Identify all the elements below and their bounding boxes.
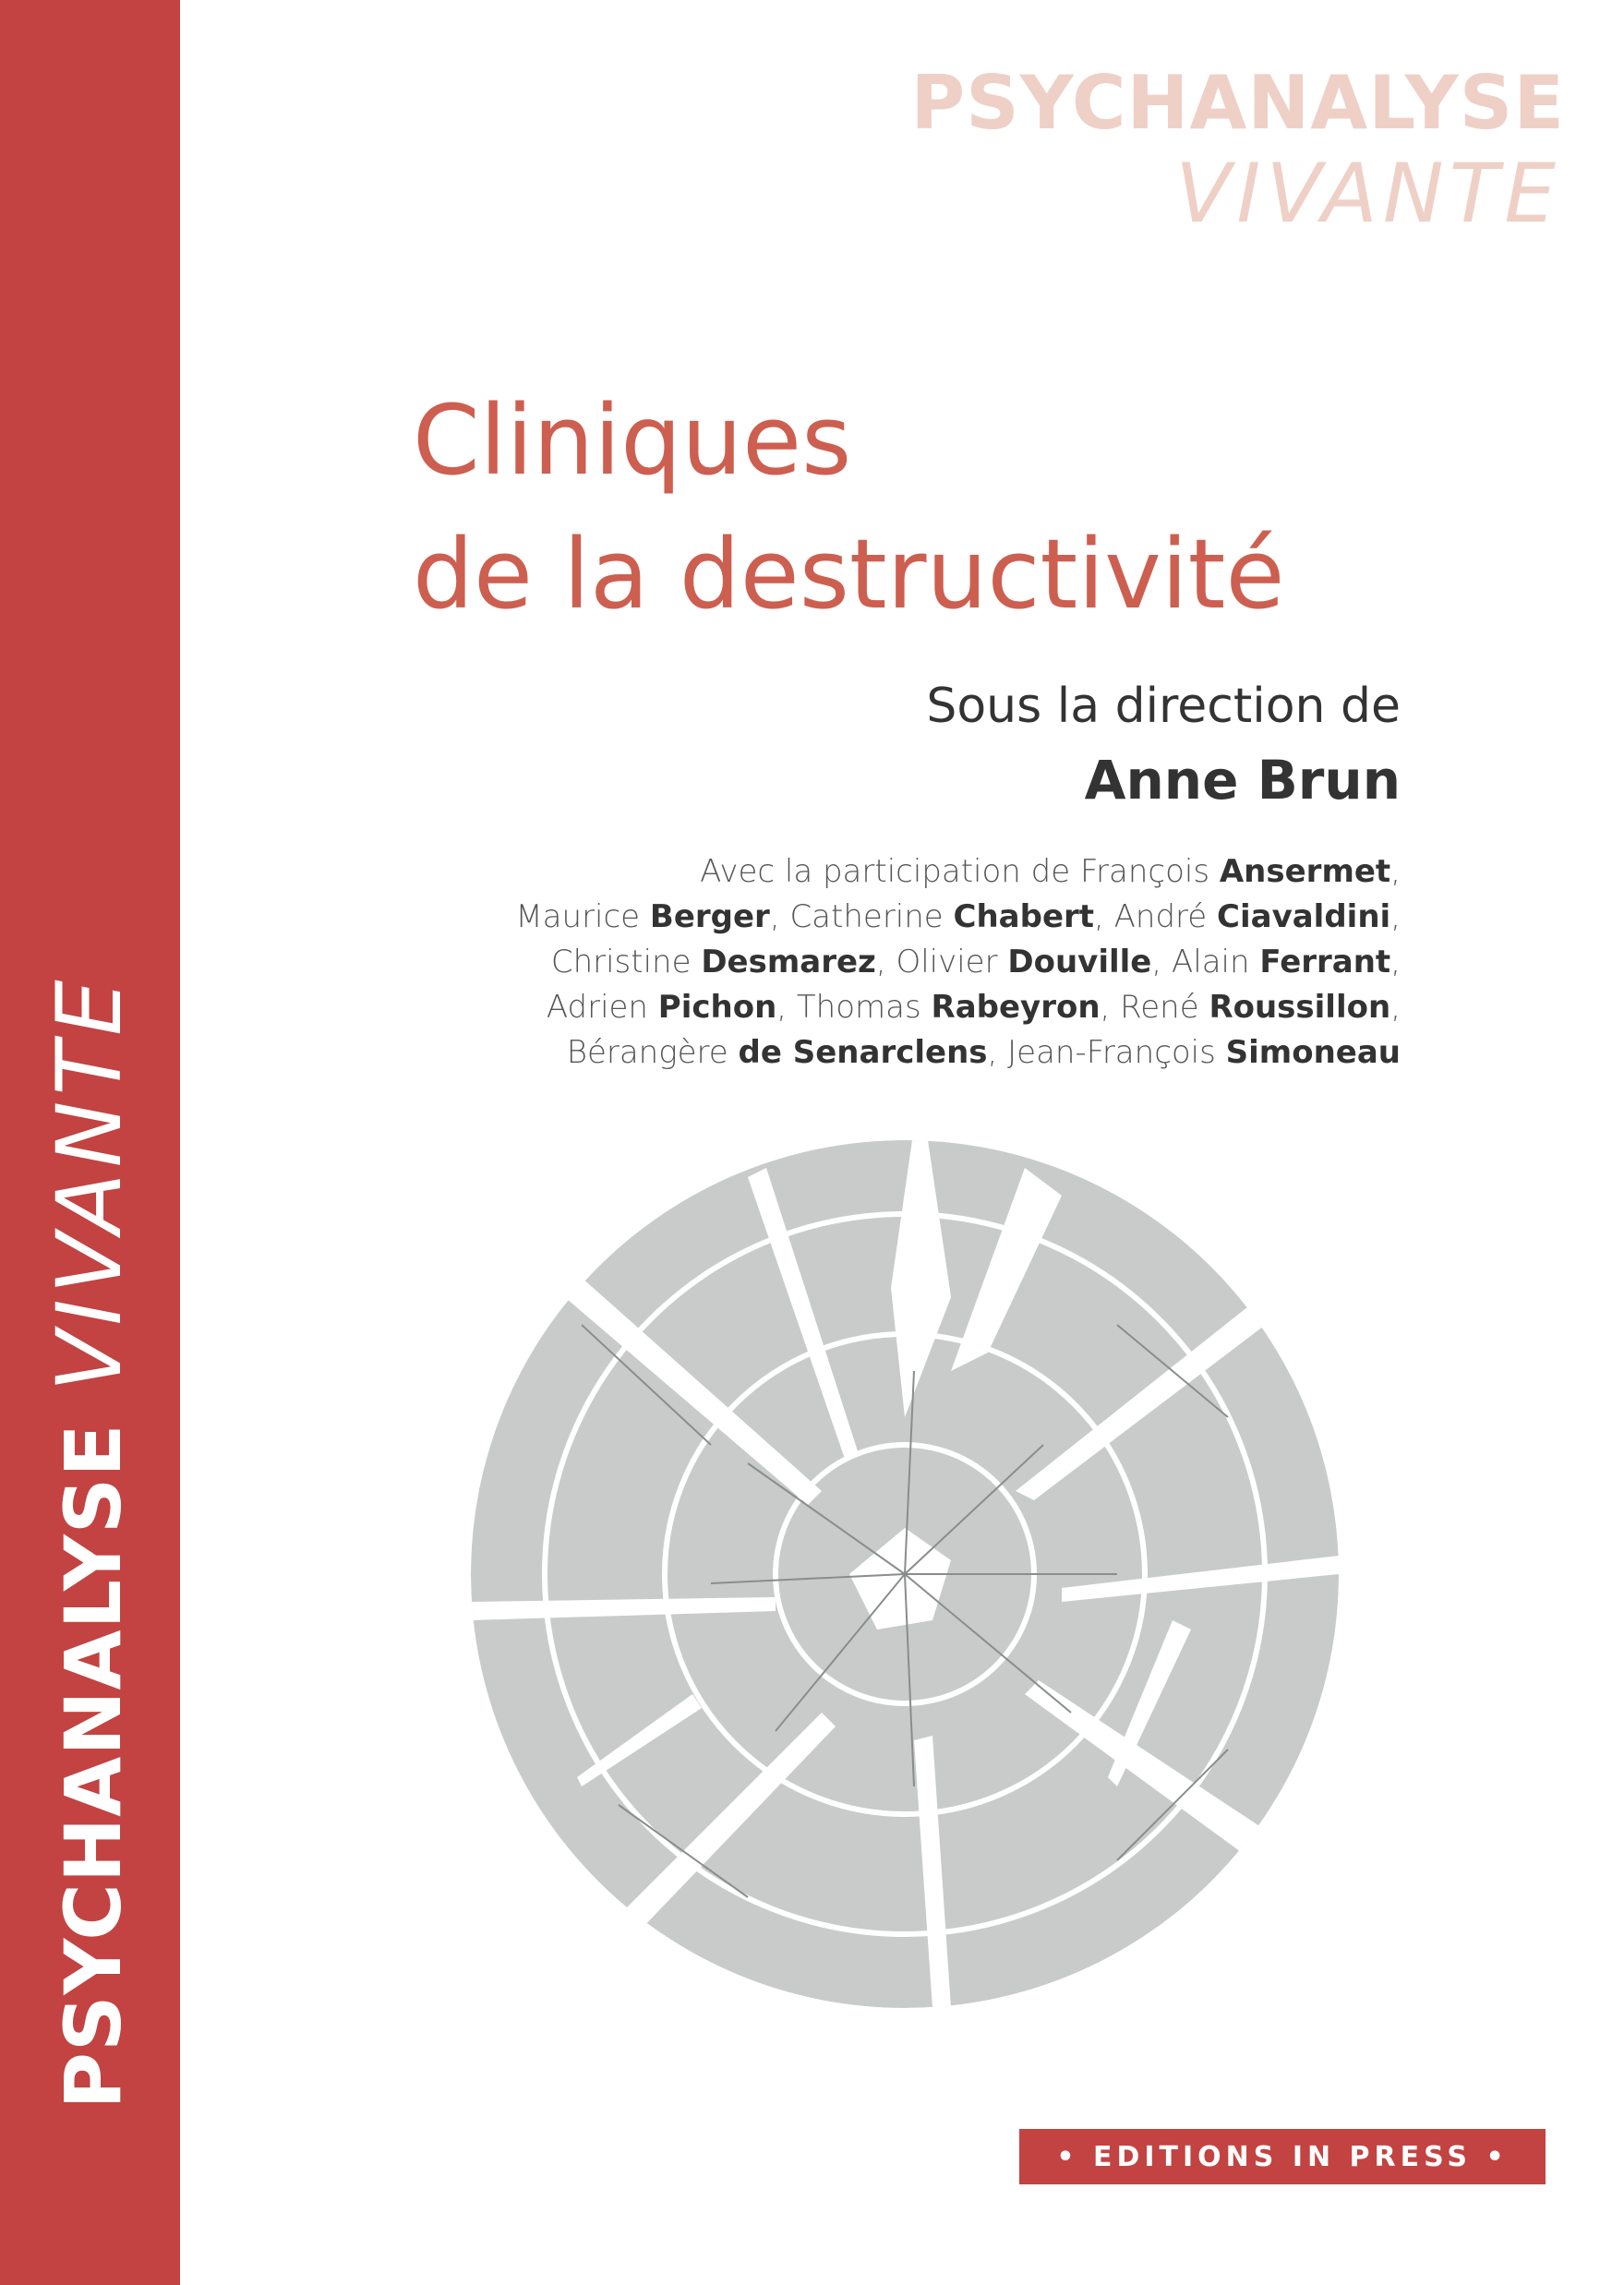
contributor-surname: Ferrant — [1259, 944, 1391, 980]
contributor-text: , Thomas — [776, 989, 932, 1026]
contributor-surname: Roussillon — [1209, 989, 1391, 1026]
contributor-surname: Chabert — [953, 898, 1095, 935]
contributors-line — [385, 849, 1401, 895]
contributor-surname: Pichon — [657, 989, 777, 1026]
spine-collection-name — [38, 974, 141, 2109]
contributor-surname: Berger — [649, 898, 770, 935]
contributor-text: Maurice — [515, 898, 650, 935]
contributor-text: , Alain — [1151, 944, 1260, 980]
direction-label: Sous la direction de — [926, 679, 1401, 734]
contributor-surname: Ciavaldini — [1217, 898, 1391, 935]
book-title — [413, 374, 1284, 642]
contributors-list — [385, 849, 1401, 1076]
collection-logo — [910, 57, 1565, 241]
collection-word-vivante: VIVANTE — [1175, 146, 1561, 241]
contributor-text: , — [1390, 898, 1401, 935]
contributor-text: , Olivier — [875, 944, 1008, 980]
contributor-surname: Simoneau — [1225, 1034, 1401, 1071]
contributor-text: , Jean-François — [987, 1034, 1226, 1071]
contributor-text: , — [1390, 989, 1401, 1026]
title-line-1: Cliniques — [413, 384, 852, 497]
contributor-text: , Catherine — [769, 898, 954, 935]
contributor-text: Adrien — [546, 989, 658, 1026]
contributor-text: , — [1390, 853, 1401, 890]
spine-word-vivante: VIVANTE — [38, 974, 141, 1392]
contributor-surname: Ansermet — [1219, 853, 1391, 890]
contributor-text: Avec la participation de François — [700, 853, 1220, 890]
contributor-surname: Rabeyron — [931, 989, 1101, 1026]
collection-word-psychanalyse: PSYCHANALYSE — [910, 60, 1565, 146]
contributors-line — [385, 985, 1401, 1030]
contributor-text: , — [1390, 944, 1401, 980]
contributor-surname: Douville — [1007, 944, 1152, 980]
contributors-line — [385, 895, 1401, 940]
spine-word-psychanalyse: PSYCHANALYSE — [48, 1423, 138, 2110]
contributors-line — [385, 940, 1401, 985]
publisher-banner: • EDITIONS IN PRESS • — [1019, 2129, 1546, 2184]
author-name: Anne Brun — [1084, 749, 1401, 812]
contributor-surname: de Senarclens — [738, 1034, 988, 1071]
title-line-2: de la destructivité — [413, 518, 1285, 631]
contributor-text: Christine — [550, 944, 702, 980]
red-side-band — [0, 0, 180, 2285]
contributor-text: , René — [1100, 989, 1209, 1026]
shattered-glass-disc-icon — [471, 1140, 1339, 2008]
contributor-text: Bérangère — [566, 1034, 739, 1071]
contributor-surname: Desmarez — [701, 944, 876, 980]
contributor-text: , André — [1094, 898, 1218, 935]
contributors-line — [385, 1030, 1401, 1076]
